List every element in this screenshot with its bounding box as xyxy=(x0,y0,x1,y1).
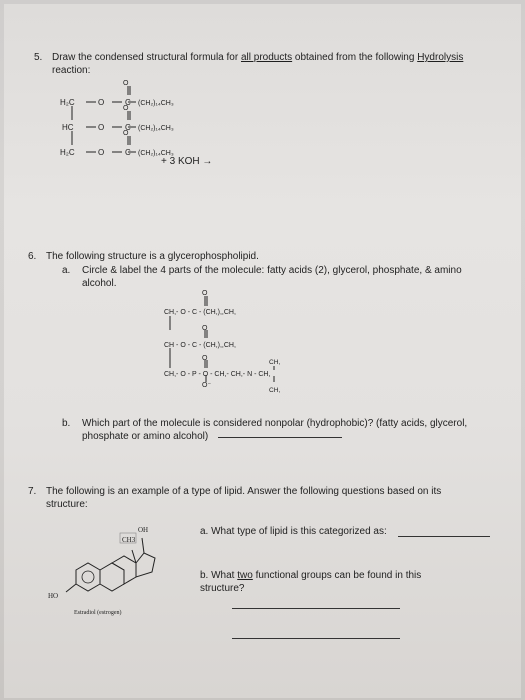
q6-number: 6. xyxy=(28,251,37,262)
svg-text:C: C xyxy=(125,123,131,132)
svg-text:O: O xyxy=(202,290,208,297)
q7b-answer-line-2[interactable] xyxy=(232,638,400,639)
svg-text:(CH₂)₁₄CH₃: (CH₂)₁₄CH₃ xyxy=(138,125,174,132)
q7a-text: a. What type of lipid is this categorized as: xyxy=(200,526,387,537)
svg-text:O: O xyxy=(98,148,105,157)
q7-number: 7. xyxy=(28,486,37,497)
estradiol-structure xyxy=(40,520,180,620)
molecule-caption: Estradiol (estrogen) xyxy=(74,610,122,616)
glycerophospholipid-structure xyxy=(162,288,332,396)
svg-text:C: C xyxy=(125,148,131,157)
q5-number: 5. xyxy=(34,52,43,63)
ch3-label: CH3 xyxy=(122,536,136,544)
q7b-answer-line-1[interactable] xyxy=(232,608,400,609)
q6a-text: Circle & label the 4 parts of the molecule: fatty acids (2), glycerol, phosphate, & amino alcohol. xyxy=(82,265,462,289)
svg-text:CH - O - C - (CH,),,CH,: CH - O - C - (CH,),,CH, xyxy=(164,342,236,349)
svg-text:HC: HC xyxy=(62,123,74,132)
oh-label: OH xyxy=(138,526,149,534)
svg-text:C: C xyxy=(125,98,131,107)
svg-text:O: O xyxy=(202,325,208,332)
svg-text:O: O xyxy=(202,355,208,362)
q6b-text: Which part of the molecule is considered nonpolar (hydrophobic)? (fatty acids, glycerol, phosphate or amino alcohol) xyxy=(82,418,468,442)
svg-text:H₂C: H₂C xyxy=(60,98,75,107)
q7a-answer-line[interactable] xyxy=(398,536,490,537)
reagent-koh: + 3 KOH → xyxy=(161,156,213,167)
svg-text:CH,- O - P - O - CH,- CH,- N -: CH,- O - P - O - CH,- CH,- N - CH, xyxy=(164,371,271,378)
svg-text:CH,- O - C - (CH,),,CH,: CH,- O - C - (CH,),,CH, xyxy=(164,309,236,316)
q6a-label: a. xyxy=(62,265,71,276)
svg-text:O⁻: O⁻ xyxy=(202,382,212,389)
svg-text:O: O xyxy=(123,80,129,87)
svg-text:O: O xyxy=(123,130,129,137)
svg-text:(CH₂)₁₄CH₃: (CH₂)₁₄CH₃ xyxy=(138,150,174,157)
svg-text:O: O xyxy=(123,105,129,112)
q6b-answer-line[interactable] xyxy=(218,437,342,438)
q7b-text: b. What two functional groups can be found in this structure? xyxy=(200,570,422,594)
svg-text:H₂C: H₂C xyxy=(60,148,75,157)
svg-text:CH,: CH, xyxy=(269,387,281,394)
q6b-label: b. xyxy=(62,418,71,429)
svg-text:CH,: CH, xyxy=(269,359,281,366)
q6-intro: The following structure is a glycerophospholipid. xyxy=(46,251,259,262)
triglyceride-structure xyxy=(60,78,260,173)
chain-label: (CH₂)₁₄CH₃ xyxy=(138,100,174,107)
q7-intro: The following is an example of a type of lipid. Answer the following questions based on its structure: xyxy=(46,486,442,510)
svg-text:O: O xyxy=(98,123,105,132)
svg-text:O: O xyxy=(98,98,105,107)
q5-prompt: Draw the condensed structural formula for all products obtained from the following Hydrolysis reaction: xyxy=(52,52,464,76)
ho-label: HO xyxy=(48,592,59,600)
